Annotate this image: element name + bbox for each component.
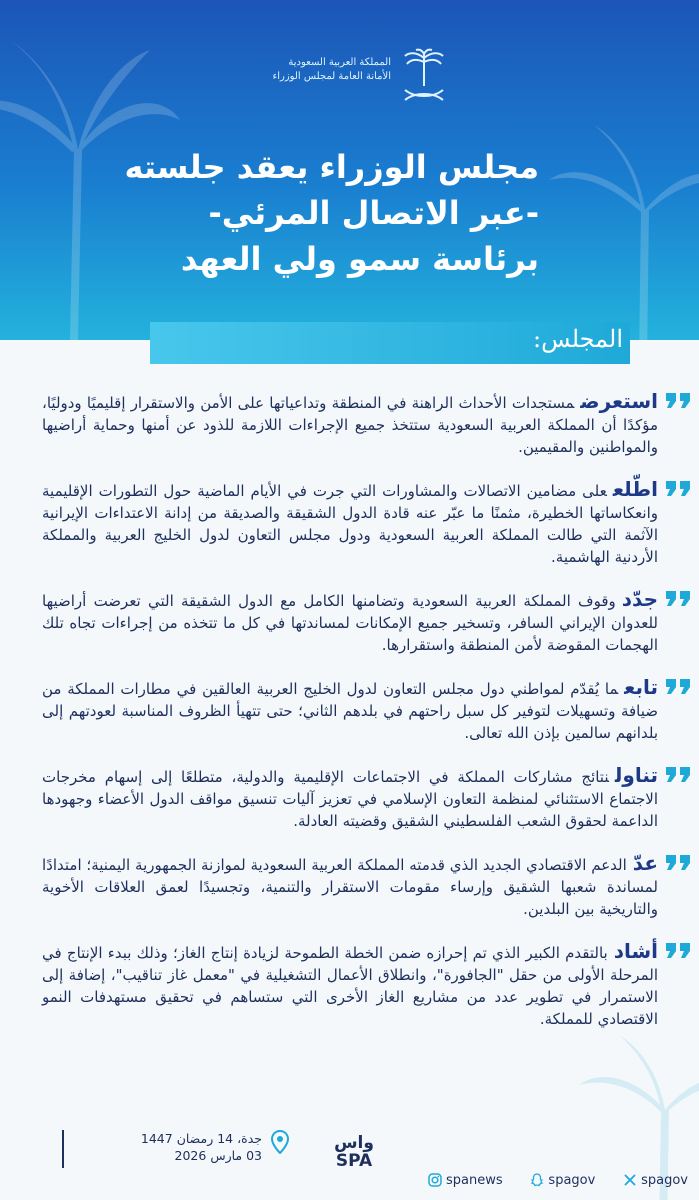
date-gregorian: 03 مارس 2026: [174, 1148, 262, 1163]
date-hijri: جدة، 14 رمضان 1447: [140, 1131, 262, 1146]
statement-paragraph: [42, 940, 658, 1030]
title-line-2: -عبر الاتصال المرئي-: [208, 194, 539, 232]
palm-tree-decoration-icon: [549, 120, 699, 340]
paragraph-lead-word: استعرض: [580, 389, 658, 413]
paragraph-lead-word: جدّد: [621, 587, 658, 611]
paragraph-text: مستجدات الأحداث الراهنة في المنطقة وتداعياتها على الأمن والاستقرار إقليميًا ودوليًا، مؤكدًا أن المملكة العربية السعودية ستتخذ جميع الإجراءات اللازمة للذود عن أمنها وحماية أراضيها والمواطنين والمقيمين.: [42, 394, 658, 456]
social-snapchat[interactable]: [530, 1173, 595, 1188]
title-line-3: برئاسة سمو ولي العهد: [180, 240, 539, 278]
quote-mark-icon: [664, 391, 692, 409]
paragraph-lead-word: اطّلع: [612, 477, 658, 501]
statement-paragraph: [42, 852, 658, 920]
organization-name: [261, 56, 391, 84]
x-handle: spagov: [641, 1172, 688, 1188]
paragraph-text: ما يُقدّم لمواطني دول مجلس التعاون لدول الخليج العربية العالقين في مطارات المملكة من ضيافة وتسهيلات لتوفير كل سبل راحتهم في بلدهم الثاني؛ حتى تتهيأ الظروف المناسبة لعودتهم إلى بلدانهم سالمين بإذن الله تعالى.: [42, 680, 658, 742]
statement-paragraph: [42, 764, 658, 832]
social-x[interactable]: [623, 1173, 688, 1188]
paragraph-text: وقوف المملكة العربية السعودية وتضامنها الكامل مع الدول الشقيقة التي تعرضت أراضيها للعدوان الإيراني السافر، وتسخير جميع الإمكانات لمساندتها في كل ما تتخذه من إجراءات تجاه تلك الهجمات المقوضة لأمن المنطقة واستقرارها.: [42, 592, 658, 654]
statement-paragraph: [42, 390, 658, 458]
quote-mark-icon: [664, 589, 692, 607]
org-line-2: الأمانة العامة لمجلس الوزراء: [272, 71, 391, 82]
quote-mark-icon: [664, 853, 692, 871]
header-banner: [0, 0, 699, 340]
instagram-handle: spanews: [446, 1172, 503, 1188]
paragraph-lead-word: تابع: [624, 675, 658, 699]
snapchat-handle: spagov: [548, 1172, 596, 1188]
footer: [0, 1120, 699, 1200]
government-emblem: [269, 48, 449, 108]
statement-paragraph: [42, 676, 658, 744]
statement-paragraph: [42, 588, 658, 656]
page-title: [119, 144, 539, 282]
quote-mark-icon: [664, 765, 692, 783]
statement-body: [42, 390, 658, 1050]
social-handles: [428, 1170, 688, 1190]
spa-logo: [328, 1134, 380, 1174]
date-divider: [62, 1130, 64, 1168]
date-block: [72, 1130, 262, 1164]
paragraph-lead-word: أشاد: [613, 939, 658, 963]
paragraph-lead-word: تناول: [614, 763, 658, 787]
paragraph-text: على مضامين الاتصالات والمشاورات التي جرت في الأيام الماضية حول التطورات الإقليمية وانعكاساتها الخطيرة، مثمنًا ما عبّر عنه قادة الدول الشقيقة والصديقة من إدانة الاعتداءات الإيرانية الآثمة التي طالت المملكة العربية السعودية ودول مجلس التعاون لدول الخليج العربية والمملكة الأردنية الهاشمية.: [42, 482, 658, 566]
council-label: المجلس:: [533, 325, 623, 353]
quote-mark-icon: [664, 677, 692, 695]
title-line-1: مجلس الوزراء يعقد جلسته: [124, 148, 539, 186]
paragraph-text: بالتقدم الكبير الذي تم إحرازه ضمن الخطة الطموحة لزيادة إنتاج الغاز؛ وذلك ببدء الإنتاج في المرحلة الأولى من حقل "الجافورة"، وانطلاق الأعمال التشغيلية في "معمل غاز تناقيب"، إضافة إلى الاستمرار في تطوير عدد من مشاريع الغاز الأخرى التي ستساهم في تحقيق مستهدفات النمو الاقتصادي للمملكة.: [42, 944, 658, 1028]
snapchat-icon: [530, 1173, 544, 1187]
quote-mark-icon: [664, 479, 692, 497]
org-line-1: المملكة العربية السعودية: [288, 57, 391, 68]
palm-swords-emblem-icon: [399, 48, 449, 106]
spa-logo-latin: SPA: [335, 1151, 373, 1171]
x-icon: [623, 1173, 637, 1187]
paragraph-text: الدعم الاقتصادي الجديد الذي قدمته المملكة العربية السعودية لموازنة الجمهورية اليمنية؛ امتدادًا لمساندة شعبها الشقيق وإرساء مقومات الاستقرار والتنمية، وتجسيدًا لعمق العلاقات الأخوية والتاريخية بين البلدين.: [42, 856, 658, 918]
paragraph-text: نتائج مشاركات المملكة في الاجتماعات الإقليمية والدولية، متطلعًا إلى إسهام مخرجات الاجتماع الاستثنائي لمنظمة التعاون الإسلامي في تعزيز آليات تنسيق مواقف الدول الأعضاء وجهودها الداعمة لحقوق الشعب الفلسطيني الشقيق وقضيته العادلة.: [42, 768, 658, 830]
quote-mark-icon: [664, 941, 692, 959]
social-instagram[interactable]: [428, 1173, 503, 1188]
instagram-icon: [428, 1173, 442, 1187]
location-pin-icon: [270, 1130, 290, 1154]
statement-paragraph: [42, 478, 658, 568]
paragraph-lead-word: عدّ: [632, 851, 658, 875]
spa-logo-arabic: واس: [334, 1133, 374, 1153]
